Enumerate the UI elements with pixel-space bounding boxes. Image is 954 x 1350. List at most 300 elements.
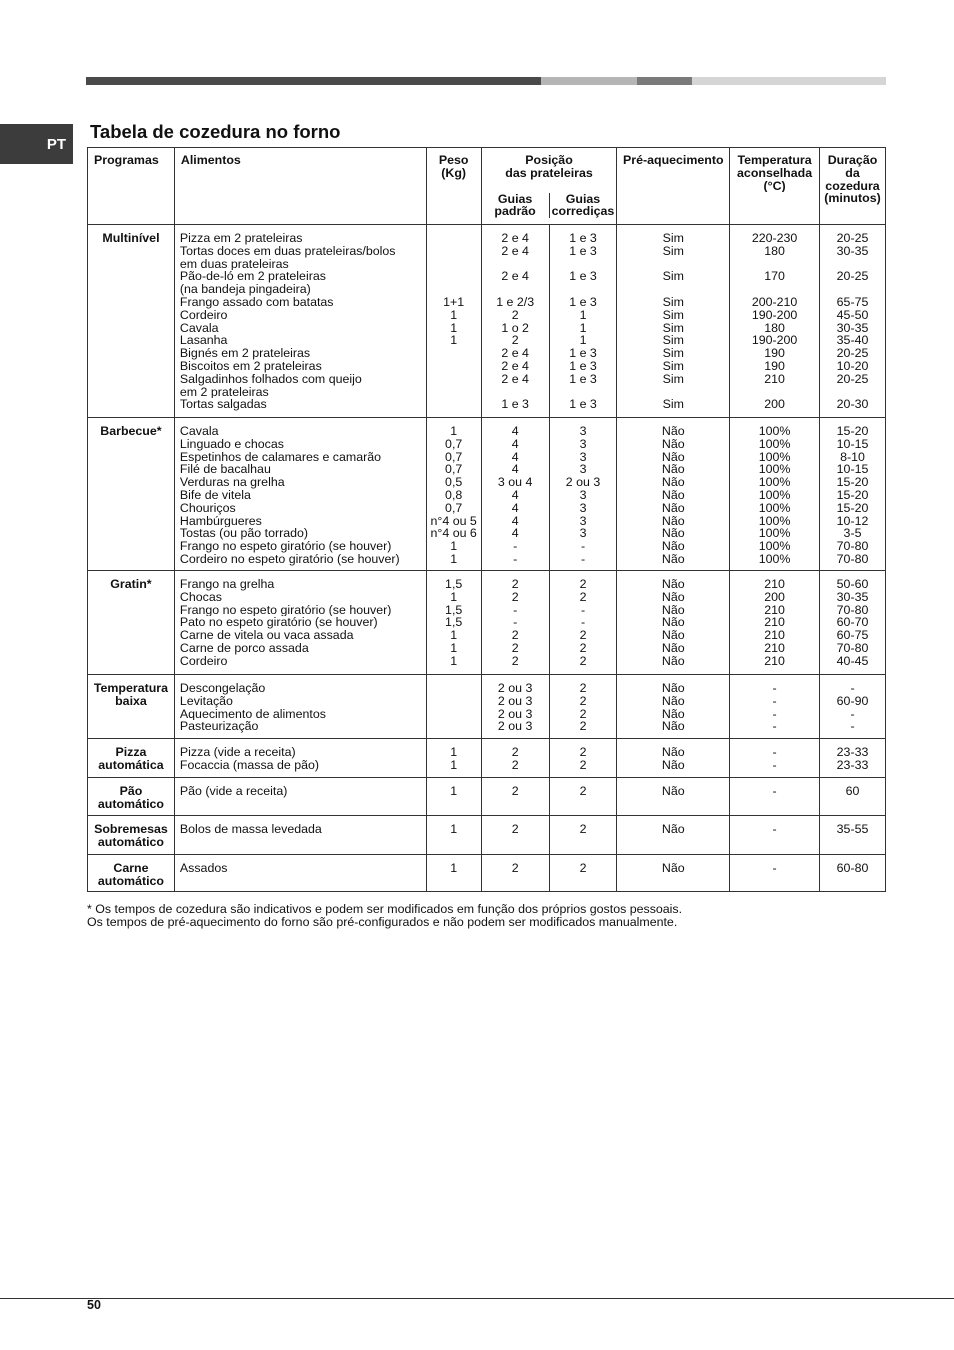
peso-cell-line: 1 bbox=[450, 746, 458, 759]
guias-corredicas-line: 1 bbox=[579, 321, 587, 335]
program-cell-line: Gratin* bbox=[110, 578, 152, 591]
guias-corredicas-line: 3 bbox=[579, 437, 587, 451]
peso-cell-line: 1 bbox=[450, 641, 458, 655]
temperatura-cell bbox=[730, 225, 820, 418]
peso-cell-line: 1 bbox=[450, 823, 458, 836]
guias-padrao-line: 1 e 2/3 bbox=[496, 295, 535, 309]
temperatura-cell-line: 210 bbox=[764, 641, 785, 655]
foods-cell-line: Salgadinhos folhados com queijo bbox=[179, 372, 362, 386]
peso-cell-line bbox=[427, 270, 481, 283]
guias-corredicas-cell bbox=[549, 571, 617, 674]
peso-cell-line bbox=[427, 398, 481, 411]
guias-padrao-line: 4 bbox=[511, 437, 519, 451]
duracao-cell-line bbox=[820, 283, 885, 296]
preaquecimento-cell-line: Não bbox=[661, 862, 685, 875]
position-cell bbox=[481, 225, 617, 418]
peso-cell bbox=[426, 778, 481, 816]
program-cell-line: Temperatura bbox=[93, 682, 169, 695]
preaquecimento-cell-line: Não bbox=[661, 578, 685, 591]
peso-cell-line bbox=[427, 347, 481, 360]
peso-cell bbox=[426, 816, 481, 855]
peso-cell-line: 1 bbox=[450, 654, 458, 668]
temperatura-cell bbox=[730, 571, 820, 675]
peso-cell bbox=[426, 225, 481, 418]
guias-padrao-line: 2 e 4 bbox=[501, 359, 529, 373]
duracao-cell-line: 60 bbox=[845, 785, 860, 798]
guias-corredicas-line: 2 bbox=[579, 629, 587, 642]
peso-cell-line: 1 bbox=[450, 540, 458, 553]
foods-cell-line: Cordeiro bbox=[179, 654, 228, 668]
temperatura-cell-line: 100% bbox=[758, 476, 791, 489]
preaquecimento-cell-line: Não bbox=[661, 758, 685, 772]
preaquecimento-cell-line: Não bbox=[661, 641, 685, 655]
duracao-cell-line: 70-80 bbox=[836, 603, 869, 617]
preaquecimento-cell-line: Sim bbox=[662, 334, 684, 348]
preaquecimento-cell-line: Não bbox=[661, 654, 685, 668]
foods-cell-line: em 2 prateleiras bbox=[179, 385, 269, 399]
temperatura-cell-line: 180 bbox=[764, 321, 785, 335]
duracao-cell-line: 10-12 bbox=[836, 514, 869, 528]
guias-padrao-line bbox=[482, 283, 549, 296]
peso-cell-line: n°4 ou 6 bbox=[430, 527, 477, 541]
foods-cell-line: Assados bbox=[179, 862, 228, 875]
duracao-cell-line: 8-10 bbox=[840, 450, 865, 464]
peso-cell-line: 0,5 bbox=[445, 476, 463, 489]
peso-cell-line: 1+1 bbox=[443, 295, 465, 309]
guias-corredicas-line: 2 bbox=[579, 694, 587, 708]
duracao-cell-line: 45-50 bbox=[836, 308, 869, 322]
guias-corredicas-cell bbox=[549, 855, 617, 891]
header-programas: Programas bbox=[88, 148, 175, 225]
guias-corredicas-line: 2 bbox=[579, 654, 587, 668]
guias-padrao-line bbox=[482, 258, 549, 271]
foods-cell-line: Cavala bbox=[179, 321, 219, 335]
table-header-row bbox=[88, 148, 886, 225]
foods-cell bbox=[174, 571, 426, 675]
preaquecimento-cell-line: Não bbox=[661, 476, 685, 489]
peso-cell-line bbox=[427, 245, 481, 258]
preaquecimento-cell-line bbox=[617, 283, 729, 296]
guias-padrao-line: 2 bbox=[511, 641, 519, 655]
guias-padrao-line: 4 bbox=[511, 527, 519, 541]
guias-padrao-line: 2 bbox=[511, 629, 519, 642]
preaquecimento-cell-line: Não bbox=[661, 527, 685, 541]
program-cell bbox=[88, 675, 175, 739]
temperatura-cell-line: 200 bbox=[764, 398, 785, 412]
temperatura-cell-line: 210 bbox=[764, 372, 785, 386]
temperatura-cell-line bbox=[730, 258, 819, 271]
preaquecimento-cell-line: Não bbox=[661, 590, 685, 604]
guias-padrao-line: 2 bbox=[511, 590, 519, 604]
guias-corredicas-line: - bbox=[580, 540, 586, 553]
duracao-cell-line: 30-35 bbox=[836, 321, 869, 335]
foods-cell-line: Cordeiro no espeto giratório (se houver) bbox=[179, 552, 400, 566]
temperatura-cell-line: - bbox=[772, 682, 777, 695]
foods-cell bbox=[174, 225, 426, 418]
header-peso: Peso (Kg) bbox=[426, 148, 481, 225]
foods-cell-line: Tortas doces em duas prateleiras/bolos bbox=[179, 244, 396, 258]
foods-cell bbox=[174, 675, 426, 739]
preaquecimento-cell-line: Sim bbox=[662, 244, 684, 258]
preaquecimento-cell-line: Sim bbox=[662, 295, 684, 309]
guias-padrao-cell bbox=[482, 739, 549, 777]
foods-cell-line: Filé de bacalhau bbox=[179, 463, 271, 477]
temperatura-cell-line: 190-200 bbox=[751, 308, 798, 322]
peso-cell-line: 0,7 bbox=[445, 463, 463, 477]
footnote-line-1: * Os tempos de cozedura são indicativos e podem ser modificados em função dos próprios gostos pessoais. bbox=[87, 902, 683, 916]
foods-cell-line: Focaccia (massa de pão) bbox=[179, 758, 320, 772]
guias-padrao-line: 2 e 4 bbox=[501, 244, 529, 258]
guias-padrao-line: 4 bbox=[511, 450, 519, 464]
guias-padrao-cell bbox=[482, 778, 549, 815]
duracao-cell-line: 60-80 bbox=[836, 862, 869, 875]
peso-cell-line bbox=[427, 232, 481, 245]
duracao-cell bbox=[820, 739, 886, 778]
temperatura-cell-line: 210 bbox=[764, 654, 785, 668]
duracao-cell-line: 60-75 bbox=[836, 629, 869, 642]
guias-corredicas-line: - bbox=[580, 552, 586, 566]
preaquecimento-cell bbox=[617, 816, 730, 855]
temperatura-cell-line: 100% bbox=[758, 527, 791, 541]
guias-padrao-cell bbox=[482, 855, 549, 891]
preaquecimento-cell-line: Sim bbox=[662, 321, 684, 335]
preaquecimento-cell-line: Não bbox=[661, 540, 685, 553]
foods-cell-line: Levitação bbox=[179, 694, 233, 708]
guias-corredicas-line: 1 e 3 bbox=[569, 295, 597, 309]
preaquecimento-cell-line: Não bbox=[661, 450, 685, 464]
guias-padrao-line: 2 ou 3 bbox=[497, 720, 533, 734]
preaquecimento-cell-line: Não bbox=[661, 488, 685, 502]
language-tab: PT bbox=[0, 124, 73, 164]
temperatura-cell-line: - bbox=[772, 758, 777, 772]
preaquecimento-cell-line: Sim bbox=[662, 270, 684, 284]
cooking-table bbox=[87, 147, 886, 892]
peso-cell-line: 0,7 bbox=[445, 501, 463, 515]
guias-padrao-line: 2 bbox=[511, 823, 519, 836]
duracao-cell-line: 30-35 bbox=[836, 244, 869, 258]
guias-corredicas-cell bbox=[549, 739, 617, 777]
guias-padrao-line: - bbox=[513, 616, 518, 630]
guias-padrao-line: - bbox=[513, 603, 518, 617]
position-cell bbox=[481, 855, 617, 892]
top-bar-segment-2 bbox=[541, 77, 637, 85]
foods-cell-line: (na bandeja pingadeira) bbox=[179, 283, 311, 296]
temperatura-cell-line: 210 bbox=[764, 578, 785, 591]
program-cell bbox=[88, 225, 175, 418]
preaquecimento-cell-line: Não bbox=[661, 463, 685, 477]
duracao-cell-line: 40-45 bbox=[836, 654, 869, 668]
guias-corredicas-line: - bbox=[580, 616, 586, 630]
peso-cell-line: 1 bbox=[450, 758, 458, 772]
preaquecimento-cell-line: Sim bbox=[662, 308, 684, 322]
duracao-cell-line: 35-40 bbox=[836, 334, 869, 348]
temperatura-cell-line: 100% bbox=[758, 552, 791, 566]
duracao-cell bbox=[820, 816, 886, 855]
temperatura-cell bbox=[730, 675, 820, 739]
foods-cell-line: Descongelação bbox=[179, 682, 266, 695]
guias-corredicas-line: 2 bbox=[579, 746, 587, 759]
guias-padrao-line: 2 ou 3 bbox=[497, 694, 533, 708]
guias-corredicas-line: 1 e 3 bbox=[569, 270, 597, 284]
foods-cell-line: Frango no espeto giratório (se houver) bbox=[179, 540, 392, 553]
temperatura-cell-line: - bbox=[772, 694, 777, 708]
footnote-line-2: Os tempos de pré-aquecimento do forno são pré-configurados e não podem ser modificados manualmente. bbox=[87, 914, 678, 929]
duracao-cell-line bbox=[820, 258, 885, 271]
guias-corredicas-line bbox=[550, 283, 617, 296]
guias-padrao-line: - bbox=[513, 540, 518, 553]
temperatura-cell-line: 100% bbox=[758, 488, 791, 502]
duracao-cell-line: 20-25 bbox=[836, 232, 869, 245]
guias-padrao-line: 2 ou 3 bbox=[497, 682, 533, 695]
preaquecimento-cell-line: Não bbox=[661, 629, 685, 642]
peso-cell-line: 1,5 bbox=[445, 578, 463, 591]
guias-corredicas-cell bbox=[549, 816, 617, 854]
table-row bbox=[88, 778, 886, 816]
temperatura-cell-line: 180 bbox=[764, 244, 785, 258]
guias-corredicas-line: 1 e 3 bbox=[569, 244, 597, 258]
duracao-cell-line: 20-25 bbox=[836, 270, 869, 284]
program-cell bbox=[88, 739, 175, 778]
peso-cell-line bbox=[427, 360, 481, 373]
foods-cell-line: Carne de vitela ou vaca assada bbox=[179, 629, 354, 642]
preaquecimento-cell bbox=[617, 225, 730, 418]
peso-cell-line: 1,5 bbox=[445, 616, 463, 630]
peso-cell bbox=[426, 571, 481, 675]
duracao-cell-line: 10-15 bbox=[836, 463, 869, 477]
guias-padrao-cell bbox=[482, 418, 549, 570]
footnote bbox=[87, 903, 682, 929]
preaquecimento-cell-line: Não bbox=[661, 514, 685, 528]
temperatura-cell-line: 190-200 bbox=[751, 334, 798, 348]
peso-cell-line: 0,8 bbox=[445, 488, 463, 502]
guias-corredicas-line: 2 bbox=[579, 682, 587, 695]
header-temperatura: Temperatura aconselhada (°C) bbox=[730, 148, 820, 225]
top-bar-segment-3 bbox=[637, 77, 692, 85]
foods-cell-line: Aquecimento de alimentos bbox=[179, 707, 326, 721]
foods-cell-line: Pão (vide a receita) bbox=[179, 785, 288, 798]
page-number: 50 bbox=[87, 1298, 101, 1312]
duracao-cell-line: 70-80 bbox=[836, 540, 869, 553]
header-preaquecimento: Pré-aquecimento bbox=[617, 148, 730, 225]
guias-corredicas-line: 3 bbox=[579, 514, 587, 528]
guias-padrao-line: 2 ou 3 bbox=[497, 707, 533, 721]
foods-cell-line: Pasteurização bbox=[179, 720, 259, 734]
guias-corredicas-line: 3 bbox=[579, 501, 587, 515]
duracao-cell bbox=[820, 571, 886, 675]
preaquecimento-cell-line: Não bbox=[661, 785, 685, 798]
guias-padrao-line: 4 bbox=[511, 501, 519, 515]
foods-cell-line: Lasanha bbox=[179, 334, 228, 348]
guias-padrao-line: 2 bbox=[511, 654, 519, 668]
preaquecimento-cell-line: Sim bbox=[662, 359, 684, 373]
duracao-cell-line: 70-80 bbox=[836, 552, 869, 566]
peso-cell bbox=[426, 675, 481, 739]
foods-cell-line: Frango na grelha bbox=[179, 578, 275, 591]
page-title: Tabela de cozedura no forno bbox=[90, 121, 341, 142]
program-cell-line: automático bbox=[97, 797, 164, 811]
duracao-cell bbox=[820, 778, 886, 816]
duracao-cell-line: 15-20 bbox=[836, 476, 869, 489]
foods-cell-line: Tortas salgadas bbox=[179, 398, 267, 412]
temperatura-cell-line: - bbox=[772, 720, 777, 734]
preaquecimento-cell bbox=[617, 675, 730, 739]
duracao-cell-line: 23-33 bbox=[836, 746, 869, 759]
guias-corredicas-line: 1 e 3 bbox=[569, 398, 597, 412]
guias-padrao-line: 2 bbox=[511, 308, 519, 322]
temperatura-cell-line: 100% bbox=[758, 463, 791, 477]
guias-padrao-line: 2 e 4 bbox=[501, 347, 529, 360]
guias-padrao-line: 2 e 4 bbox=[501, 372, 529, 386]
position-cell bbox=[481, 739, 617, 778]
peso-cell-line: 1 bbox=[450, 425, 458, 438]
bottom-rule bbox=[0, 1298, 954, 1299]
peso-cell-line: 1,5 bbox=[445, 603, 463, 617]
table-row bbox=[88, 739, 886, 778]
temperatura-cell-line: 100% bbox=[758, 540, 791, 553]
table-row bbox=[88, 816, 886, 855]
program-cell bbox=[88, 571, 175, 675]
guias-corredicas-line: 3 bbox=[579, 488, 587, 502]
foods-cell-line: Bife de vitela bbox=[179, 488, 251, 502]
header-guias-padrao: Guias padrão bbox=[494, 192, 536, 219]
program-cell-line: Multinível bbox=[102, 232, 160, 245]
guias-corredicas-line bbox=[550, 386, 617, 399]
guias-padrao-line: 2 bbox=[511, 785, 519, 798]
foods-cell-line: Carne de porco assada bbox=[179, 641, 309, 655]
peso-cell bbox=[426, 855, 481, 892]
guias-corredicas-line: 2 bbox=[579, 785, 587, 798]
foods-cell-line: Hambúrgueres bbox=[179, 514, 262, 528]
foods-cell bbox=[174, 778, 426, 816]
preaquecimento-cell-line: Não bbox=[661, 707, 685, 721]
temperatura-cell-line: 100% bbox=[758, 450, 791, 464]
preaquecimento-cell-line: Não bbox=[661, 437, 685, 451]
temperatura-cell-line: 100% bbox=[758, 425, 791, 438]
guias-padrao-line bbox=[482, 386, 549, 399]
peso-cell-line: 1 bbox=[450, 862, 458, 875]
program-cell bbox=[88, 816, 175, 855]
temperatura-cell-line: - bbox=[772, 785, 777, 798]
foods-cell-line: Bolos de massa levedada bbox=[179, 823, 322, 836]
duracao-cell-line: - bbox=[850, 720, 855, 734]
guias-corredicas-line: 1 bbox=[579, 334, 587, 348]
preaquecimento-cell-line: Não bbox=[661, 501, 685, 515]
foods-cell bbox=[174, 739, 426, 778]
guias-padrao-line: 2 bbox=[511, 746, 519, 759]
top-color-bar bbox=[86, 77, 886, 85]
top-bar-segment-1 bbox=[86, 77, 541, 85]
preaquecimento-cell-line: Não bbox=[661, 720, 685, 734]
temperatura-cell bbox=[730, 739, 820, 778]
duracao-cell-line: 60-70 bbox=[836, 616, 869, 630]
preaquecimento-cell-line: Não bbox=[661, 603, 685, 617]
foods-cell bbox=[174, 855, 426, 892]
duracao-cell-line: 60-90 bbox=[836, 694, 869, 708]
duracao-cell-line: 30-35 bbox=[836, 590, 869, 604]
guias-corredicas-line: - bbox=[580, 603, 586, 617]
position-cell bbox=[481, 571, 617, 675]
duracao-cell-line: 23-33 bbox=[836, 758, 869, 772]
guias-corredicas-line: 2 bbox=[579, 641, 587, 655]
program-cell-line: Sobremesas bbox=[94, 823, 168, 836]
temperatura-cell-line: 100% bbox=[758, 437, 791, 451]
peso-cell-line bbox=[427, 720, 481, 733]
guias-corredicas-line: 1 e 3 bbox=[569, 232, 597, 245]
guias-corredicas-line: 1 e 3 bbox=[569, 372, 597, 386]
guias-corredicas-line bbox=[550, 258, 617, 271]
preaquecimento-cell bbox=[617, 418, 730, 571]
temperatura-cell-line: - bbox=[772, 862, 777, 875]
temperatura-cell-line: 200 bbox=[764, 590, 785, 604]
peso-cell-line: 0,7 bbox=[445, 450, 463, 464]
peso-cell-line: 0,7 bbox=[445, 437, 463, 451]
position-cell bbox=[481, 675, 617, 739]
duracao-cell-line: - bbox=[850, 707, 855, 721]
temperatura-cell-line: 210 bbox=[764, 629, 785, 642]
foods-cell-line: em duas prateleiras bbox=[179, 257, 289, 271]
guias-corredicas-line: 2 bbox=[579, 823, 587, 836]
foods-cell-line: Pão-de-ló em 2 prateleiras bbox=[179, 270, 326, 284]
table-row bbox=[88, 675, 886, 739]
peso-cell bbox=[426, 739, 481, 778]
guias-corredicas-line: 1 bbox=[579, 308, 587, 322]
duracao-cell-line: 10-15 bbox=[836, 437, 869, 451]
program-cell bbox=[88, 778, 175, 816]
temperatura-cell bbox=[730, 816, 820, 855]
foods-cell-line: Cavala bbox=[179, 425, 219, 438]
guias-padrao-cell bbox=[482, 675, 549, 738]
foods-cell-line: Espetinhos de calamares e camarão bbox=[179, 450, 382, 464]
program-cell-line: baixa bbox=[115, 694, 147, 708]
peso-cell-line bbox=[427, 386, 481, 399]
peso-cell-line bbox=[427, 708, 481, 721]
preaquecimento-cell-line: Sim bbox=[662, 398, 684, 412]
temperatura-cell-line: - bbox=[772, 823, 777, 836]
preaquecimento-cell-line: Não bbox=[661, 425, 685, 438]
temperatura-cell-line: 100% bbox=[758, 514, 791, 528]
preaquecimento-cell-line: Sim bbox=[662, 232, 684, 245]
temperatura-cell-line: 210 bbox=[764, 603, 785, 617]
program-cell-line: Pão bbox=[119, 785, 143, 798]
program-cell-line: automático bbox=[97, 874, 164, 888]
table-row bbox=[88, 418, 886, 571]
temperatura-cell-line: 170 bbox=[764, 270, 785, 284]
guias-padrao-line: 4 bbox=[511, 425, 519, 438]
duracao-cell bbox=[820, 675, 886, 739]
foods-cell-line: Pizza (vide a receita) bbox=[179, 746, 296, 759]
header-alimentos: Alimentos bbox=[174, 148, 426, 225]
guias-padrao-line: - bbox=[513, 552, 518, 566]
preaquecimento-cell-line: Não bbox=[661, 682, 685, 695]
preaquecimento-cell-line: Sim bbox=[662, 372, 684, 386]
header-posicao: Posição das prateleiras Guias padrão Guias corrediças bbox=[481, 148, 617, 225]
guias-corredicas-line: 2 bbox=[579, 590, 587, 604]
program-cell-line: Pizza bbox=[115, 746, 147, 759]
temperatura-cell-line: 100% bbox=[758, 501, 791, 515]
preaquecimento-cell bbox=[617, 571, 730, 675]
top-bar-segment-4 bbox=[692, 77, 886, 85]
temperatura-cell-line: 190 bbox=[764, 359, 785, 373]
guias-corredicas-cell bbox=[549, 778, 617, 815]
guias-corredicas-line: 1 e 3 bbox=[569, 359, 597, 373]
temperatura-cell bbox=[730, 778, 820, 816]
preaquecimento-cell-line: Não bbox=[661, 746, 685, 759]
preaquecimento-cell-line: Sim bbox=[662, 347, 684, 360]
position-cell bbox=[481, 778, 617, 816]
table-row bbox=[88, 225, 886, 418]
duracao-cell bbox=[820, 418, 886, 571]
foods-cell-line: Chocas bbox=[179, 590, 222, 604]
